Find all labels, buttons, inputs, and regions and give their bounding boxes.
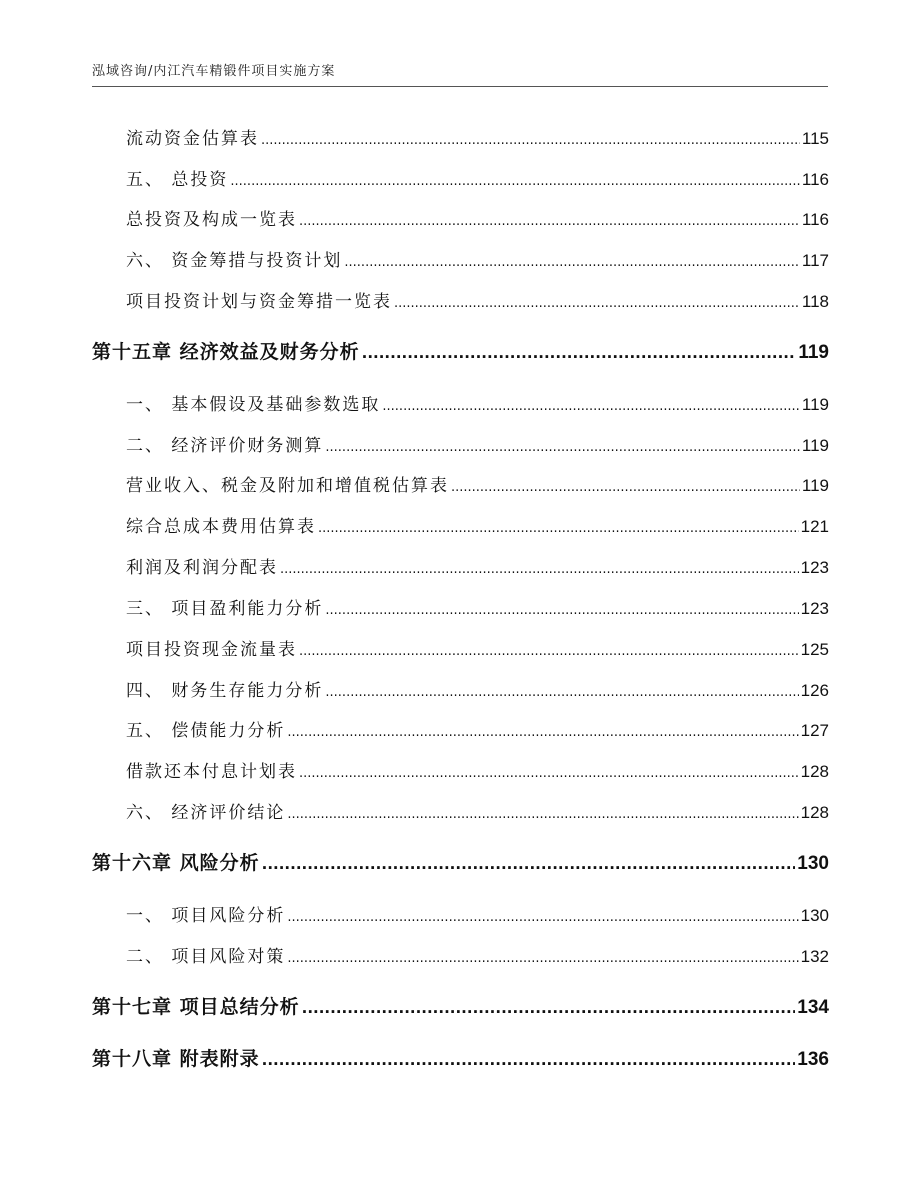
- dot-leader: [325, 440, 799, 455]
- toc-entry[interactable]: [126, 757, 829, 782]
- dot-leader: [262, 855, 796, 873]
- dot-leader: [299, 214, 800, 229]
- toc-entry-label: 五、 偿债能力分析: [126, 721, 286, 741]
- dot-leader: [280, 562, 799, 577]
- toc-entry-label: 项目投资计划与资金筹措一览表: [126, 292, 392, 312]
- toc-entry[interactable]: [126, 205, 829, 230]
- toc-entry[interactable]: [126, 124, 829, 149]
- toc-entry[interactable]: [126, 594, 829, 619]
- toc-entry-label: 二、 项目风险对策: [126, 947, 286, 967]
- toc-entry-label: 二、 经济评价财务测算: [126, 436, 324, 456]
- toc-chapter-entry[interactable]: [92, 848, 829, 875]
- toc-entry-page: 116: [801, 210, 829, 229]
- toc-entry-page: 121: [800, 517, 829, 536]
- toc-chapter-page: 134: [797, 997, 829, 1018]
- header-divider: [92, 86, 828, 87]
- dot-leader: [287, 807, 798, 822]
- toc-entry-label: 营业收入、税金及附加和增值税估算表: [126, 476, 449, 496]
- toc-entry[interactable]: [126, 390, 829, 415]
- toc-entry-page: 126: [800, 681, 829, 700]
- toc-entry-page: 123: [800, 558, 829, 577]
- toc-chapter-entry[interactable]: [92, 337, 829, 364]
- toc-entry-page: 119: [801, 476, 829, 495]
- dot-leader: [325, 603, 798, 618]
- dot-leader: [299, 644, 799, 659]
- toc-entry-page: 119: [801, 395, 829, 414]
- toc-entry-label: 五、 总投资: [126, 170, 229, 190]
- toc-entry[interactable]: [126, 716, 829, 741]
- toc-entry-label: 一、 项目风险分析: [126, 906, 286, 926]
- toc-chapter-page: 130: [797, 853, 829, 874]
- dot-leader: [287, 910, 798, 925]
- toc-chapter-label: 第十六章 风险分析: [92, 852, 260, 874]
- toc-entry[interactable]: [126, 676, 829, 701]
- toc-entry-label: 利润及利润分配表: [126, 558, 278, 578]
- dot-leader: [287, 951, 798, 966]
- toc-entry-page: 128: [800, 803, 829, 822]
- toc-entry-page: 125: [800, 640, 829, 659]
- dot-leader: [344, 255, 799, 270]
- dot-leader: [325, 685, 798, 700]
- toc-entry[interactable]: [126, 287, 829, 312]
- toc-entry-page: 130: [800, 906, 829, 925]
- toc-chapter-entry[interactable]: [92, 992, 829, 1019]
- toc-entry-page: 119: [801, 436, 829, 455]
- toc-entry-label: 六、 经济评价结论: [126, 803, 286, 823]
- dot-leader: [382, 399, 799, 414]
- toc-entry-label: 流动资金估算表: [126, 129, 259, 149]
- toc-entry[interactable]: [126, 901, 829, 926]
- dot-leader: [362, 344, 797, 362]
- dot-leader: [299, 766, 799, 781]
- toc-entry[interactable]: [126, 553, 829, 578]
- dot-leader: [318, 521, 799, 536]
- toc-entry[interactable]: [126, 431, 829, 456]
- toc-entry[interactable]: [126, 471, 829, 496]
- toc-chapter-label: 第十七章 项目总结分析: [92, 996, 300, 1018]
- toc-entry-page: 118: [801, 292, 829, 311]
- toc-entry-label: 六、 资金筹措与投资计划: [126, 251, 343, 271]
- dot-leader: [451, 480, 800, 495]
- toc-entry[interactable]: [126, 942, 829, 967]
- toc-entry[interactable]: [126, 635, 829, 660]
- dot-leader: [302, 999, 796, 1017]
- toc-chapter-page: 119: [798, 342, 829, 363]
- toc-entry-page: 117: [801, 251, 829, 270]
- toc-entry[interactable]: [126, 246, 829, 271]
- toc-chapter-label: 第十八章 附表附录: [92, 1048, 260, 1070]
- toc-entry-label: 综合总成本费用估算表: [126, 517, 316, 537]
- toc-entry-page: 123: [800, 599, 829, 618]
- dot-leader: [394, 296, 800, 311]
- toc-entry[interactable]: [126, 512, 829, 537]
- dot-leader: [230, 174, 799, 189]
- toc-chapter-entry[interactable]: [92, 1044, 829, 1071]
- toc-entry-label: 借款还本付息计划表: [126, 762, 297, 782]
- dot-leader: [261, 133, 800, 148]
- toc-entry-page: 115: [801, 129, 829, 148]
- toc-entry-page: 127: [800, 721, 829, 740]
- running-header: 泓域咨询/内江汽车精锻件项目实施方案: [92, 64, 336, 79]
- toc-entry[interactable]: [126, 165, 829, 190]
- toc-chapter-label: 第十五章 经济效益及财务分析: [92, 341, 360, 363]
- toc-entry-label: 总投资及构成一览表: [126, 210, 297, 230]
- toc-entry-label: 一、 基本假设及基础参数选取: [126, 395, 381, 415]
- dot-leader: [287, 725, 798, 740]
- dot-leader: [262, 1051, 796, 1069]
- toc-entry-page: 132: [800, 947, 829, 966]
- toc-entry-label: 项目投资现金流量表: [126, 640, 297, 660]
- toc-chapter-page: 136: [797, 1049, 829, 1070]
- toc-entry-page: 128: [800, 762, 829, 781]
- toc-entry-page: 116: [801, 170, 829, 189]
- toc-entry[interactable]: [126, 798, 829, 823]
- toc-entry-label: 三、 项目盈利能力分析: [126, 599, 324, 619]
- toc-entry-label: 四、 财务生存能力分析: [126, 681, 324, 701]
